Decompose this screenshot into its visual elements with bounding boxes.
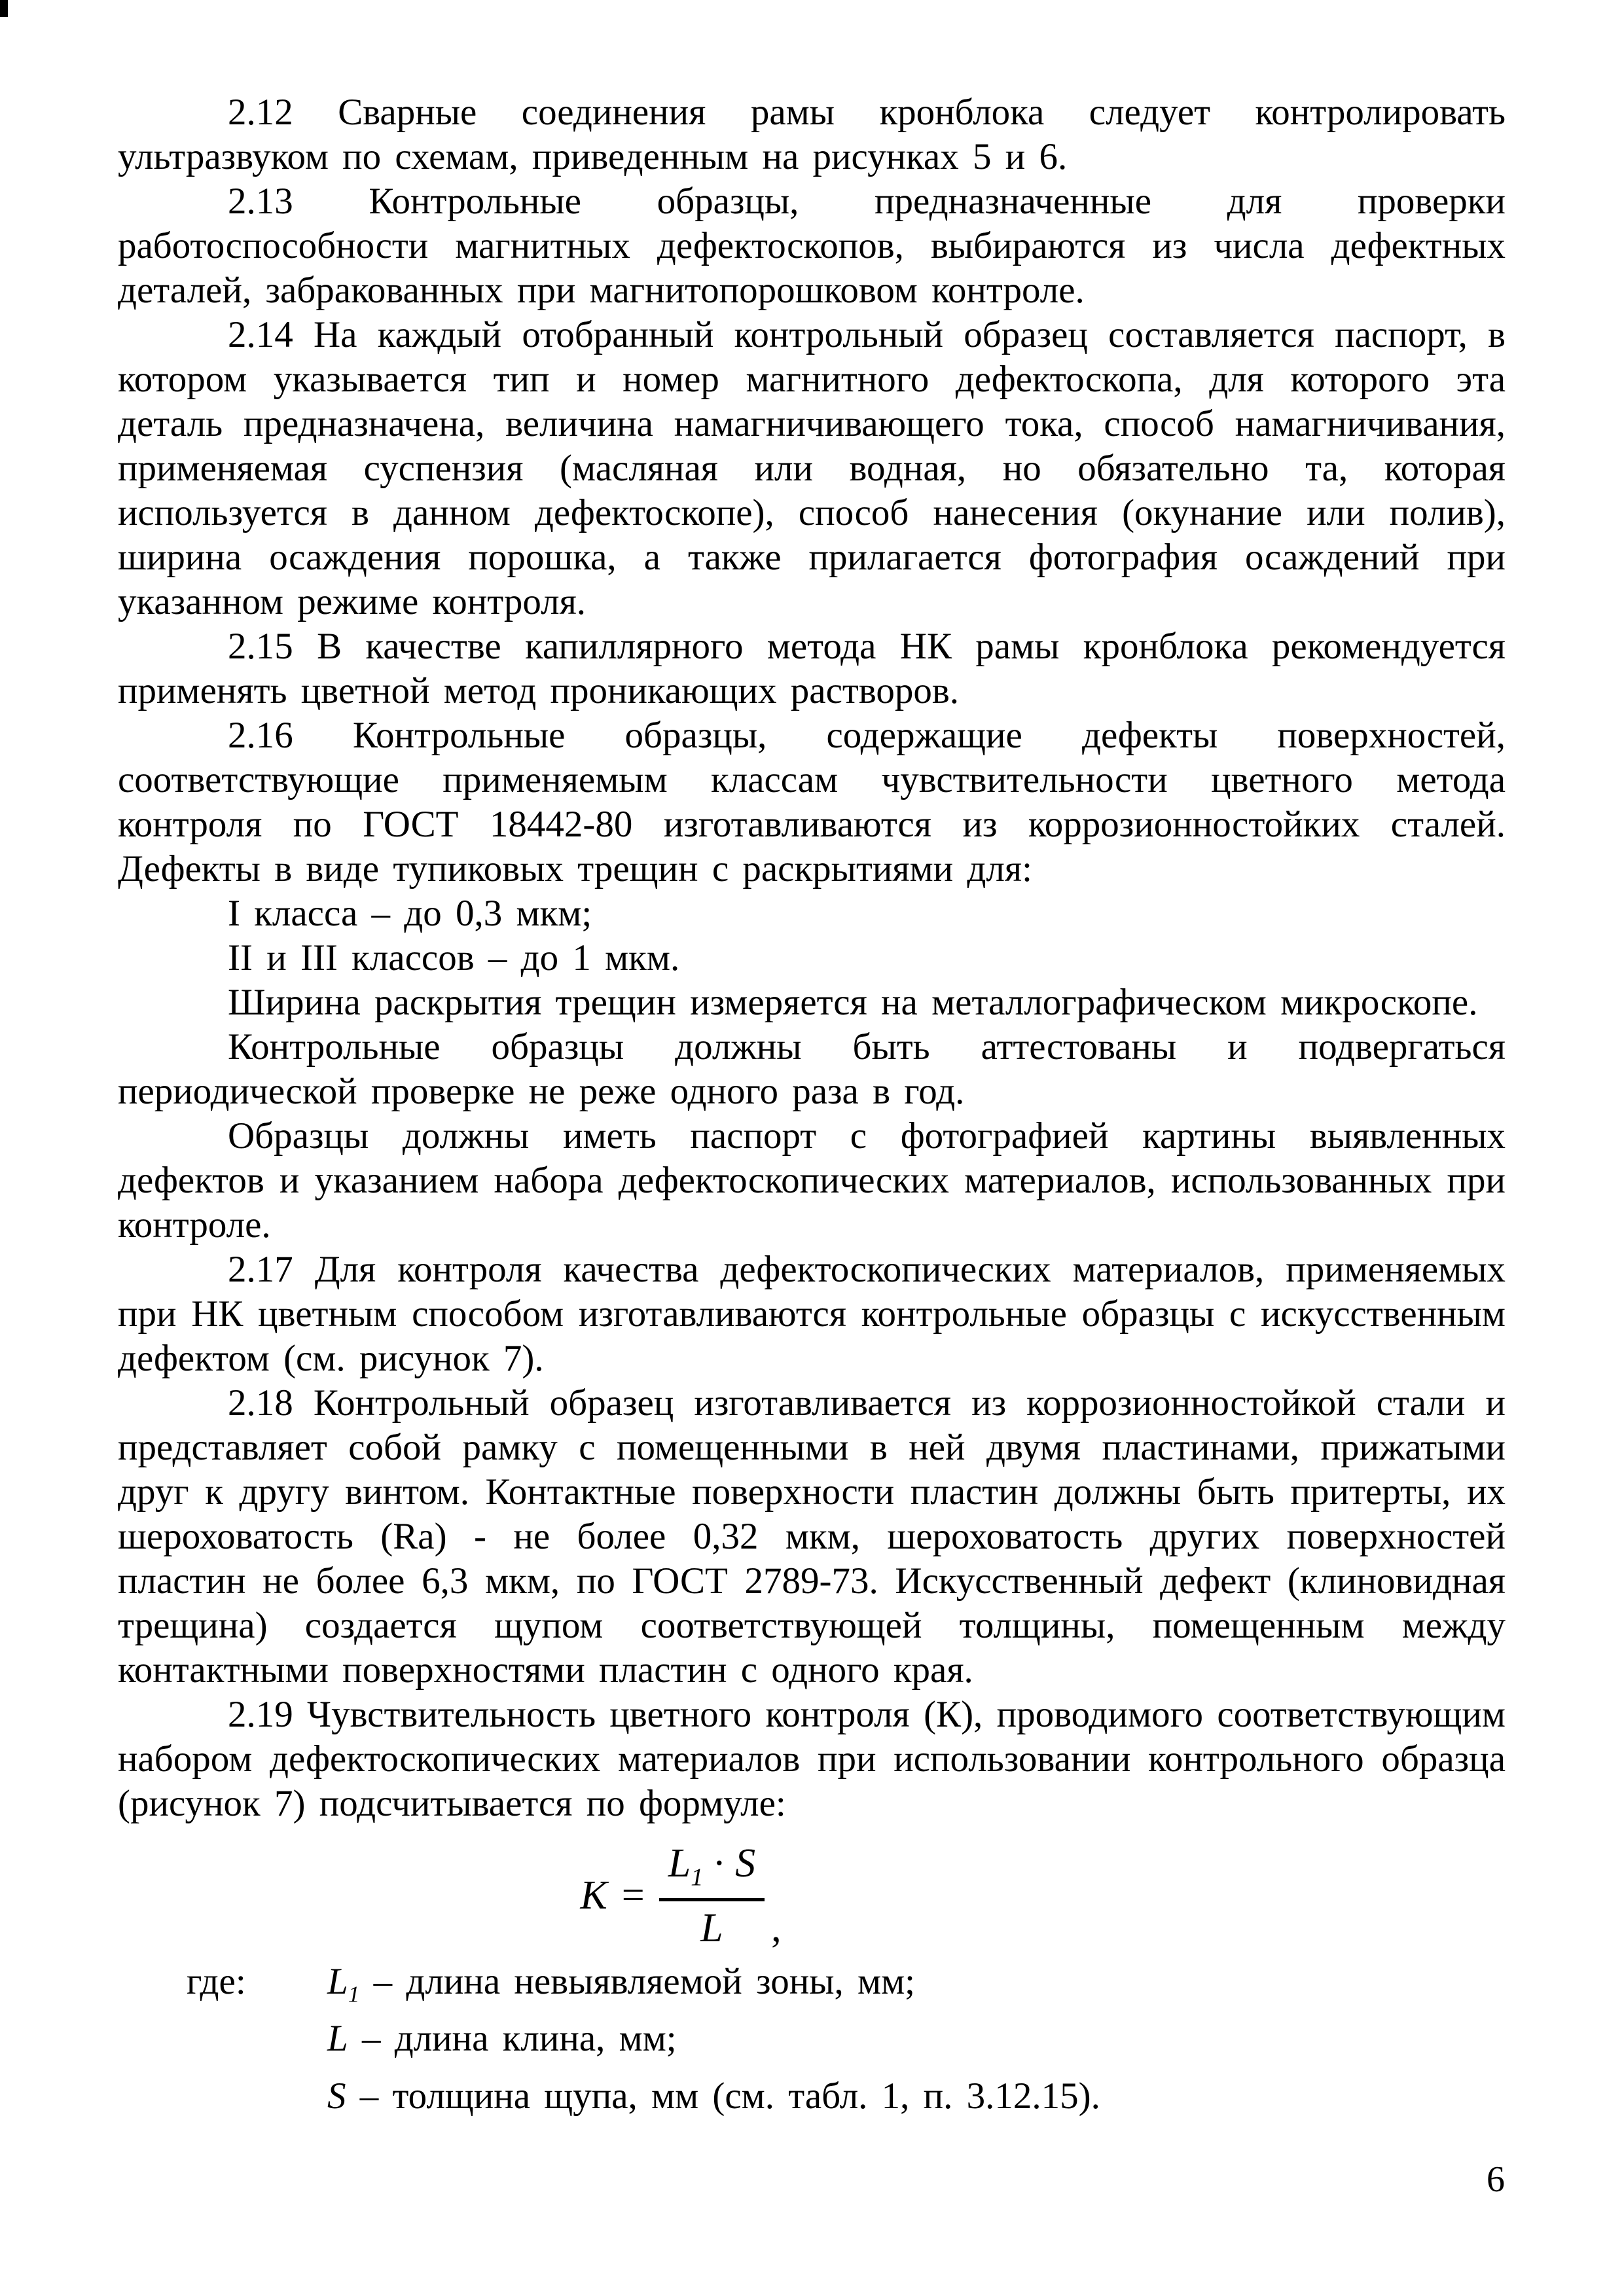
definition-text-s: – толщина щупа, мм (см. табл. 1, п. 3.12.15). [346, 2075, 1100, 2117]
definition-row-l1 [118, 1960, 1506, 2016]
formula-lhs: K [580, 1873, 607, 1918]
formula-denominator: L [700, 1905, 723, 1950]
formula-numerator [659, 1843, 765, 1901]
list-item-class-2-3: II и III классов – до 1 мкм. [228, 937, 680, 978]
paragraph-2-18: 2.18 Контрольный образец изготавливается из коррозионностойкой стали и представляет собой рамку с помещенными в ней двумя пластинами, прижатыми друг к другу винтом. Контактные поверхности пластин должны быть притерты, их шероховатость (Ra) - не более 0,32 мкм, шероховатость других поверхностей пластин не более 6,3 мкм, по ГОСТ 2789-73. Искусственный дефект (клиновидная трещина) создается щупом соответствующей толщины, помещенным между контактными поверхностями пластин с одного края. [118, 1382, 1506, 1691]
paragraph-2-12: 2.12 Сварные соединения рамы кронблока следует контролировать ультразвуком по схемам, приведенным на рисунках 5 и 6. [118, 92, 1506, 177]
symbol-l: L [327, 2018, 348, 2060]
page-content [118, 90, 1506, 2132]
paragraph-attestation: Контрольные образцы должны быть аттестованы и подвергаться периодической проверке не реже одного раза в год. [118, 1026, 1506, 1112]
symbol-l1: $L_1$ [327, 1960, 360, 2007]
multiply-dot: · [712, 1841, 727, 1886]
paragraph-2-14: 2.14 На каждый отобранный контрольный образец составляется паспорт, в котором указывается тип и номер магнитного дефектоскопа, для которого эта деталь предназначена, величина намагничивающего тока, способ намагничивания, применяемая суспензия (масляная или водная, но обязательно та, которая используется в данном дефектоскопе), способ нанесения (окунание или полив), ширина осаждения порошка, а также прилагается фотография осаждений при указанном режиме контроля. [118, 314, 1506, 622]
definition-text-l1: – длина невыявляемой зоны, мм; [359, 1960, 916, 2002]
page-number: 6 [1487, 2159, 1505, 2200]
symbol-s: S [327, 2075, 346, 2117]
sensitivity-formula [118, 1843, 1506, 1948]
paragraph-2-17: 2.17 Для контроля качества дефектоскопических материалов, применяемых при НК цветным способом изготавливаются контрольные образцы с искусственным дефектом (см. рисунок 7). [118, 1249, 1506, 1379]
paragraph-2-13: 2.13 Контрольные образцы, предназначенные для проверки работоспособности магнитных дефектоскопов, выбираются из числа дефектных деталей, забракованных при магнитопорошковом контроле. [118, 181, 1506, 311]
numerator-variable: L [668, 1841, 691, 1886]
paragraph-passport: Образцы должны иметь паспорт с фотографией картины выявленных дефектов и указанием набора дефектоскопических материалов, использованных при контроле. [118, 1115, 1506, 1246]
formula-fraction [659, 1843, 765, 1948]
paragraph-2-19: 2.19 Чувствительность цветного контроля (К), проводимого соответствующим набором дефектоскопических материалов при использовании контрольного образца (рисунок 7) подсчитывается по формуле: [118, 1694, 1506, 1824]
paragraph-2-16: 2.16 Контрольные образцы, содержащие дефекты поверхностей, соответствующие применяемым классам чувствительности цветного метода контроля по ГОСТ 18442-80 изготавливаются из коррозионностойких сталей. Дефекты в виде тупиковых трещин с раскрытиями для: [118, 715, 1506, 889]
formula-comma: , [771, 1905, 782, 1950]
definition-text-l: – длина клина, мм; [348, 2018, 677, 2060]
paragraph-crack-width: Ширина раскрытия трещин измеряется на металлографическом микроскопе. [228, 982, 1478, 1023]
formula-equals: = [621, 1873, 645, 1918]
formula-definitions [118, 1960, 1506, 2130]
definition-row-s [118, 2075, 1506, 2130]
scan-artifact-mark [0, 0, 8, 17]
definition-row-l [118, 2017, 1506, 2073]
list-item-class-1: I класса – до 0,3 мкм; [228, 893, 592, 934]
paragraph-2-15: 2.15 В качестве капиллярного метода НК рамы кронблока рекомендуется применять цветной метод проникающих растворов. [118, 626, 1506, 711]
where-label: где: [187, 1960, 246, 2002]
numerator-subscript: 1 [691, 1863, 704, 1892]
numerator-factor: S [735, 1841, 756, 1886]
